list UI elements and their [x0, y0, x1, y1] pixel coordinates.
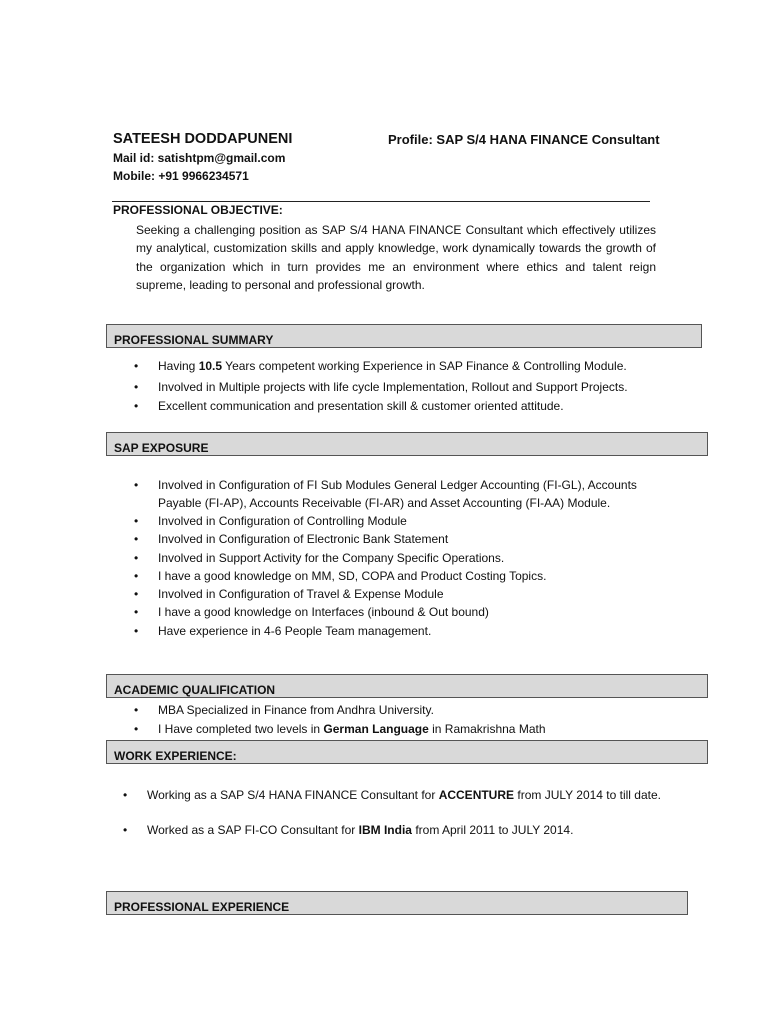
section-heading: PROFESSIONAL SUMMARY — [114, 333, 274, 347]
bullet-icon: • — [134, 569, 139, 583]
bullet-icon: • — [134, 478, 139, 492]
list-item: • Have experience in 4-6 People Team management. — [134, 624, 432, 638]
list-item: • I have a good knowledge on MM, SD, COPA and Product Costing Topics. — [134, 569, 547, 583]
section-heading: ACADEMIC QUALIFICATION — [114, 683, 276, 697]
section-sap-exposure — [106, 432, 708, 456]
list-item: • I Have completed two levels in German Language in Ramakrishna Math — [134, 722, 546, 736]
objective-text: Seeking a challenging position as SAP S/4 HANA FINANCE Consultant which effectively utilizes my analytical, customization skills and apply knowledge, work dynamically towards the growth of the organization which in turn provides me an environment where ethics and talent reign supreme, leading to personal and professional growth. — [136, 223, 656, 292]
bullet-icon: • — [134, 722, 139, 736]
bullet-icon: • — [134, 703, 139, 717]
bullet-icon: • — [134, 605, 139, 619]
list-item: • Worked as a SAP FI-CO Consultant for IBM India from April 2011 to JULY 2014. — [123, 823, 574, 837]
list-item: • Excellent communication and presentation skill & customer oriented attitude. — [134, 399, 564, 413]
bullet-icon: • — [134, 380, 139, 394]
bullet-icon: • — [123, 823, 128, 837]
bullet-icon: • — [134, 359, 139, 373]
section-heading: WORK EXPERIENCE: — [114, 749, 237, 763]
bullet-icon: • — [134, 587, 139, 601]
section-work-experience — [106, 740, 708, 764]
section-professional-experience — [106, 891, 688, 915]
section-professional-summary — [106, 324, 702, 348]
list-item: • Involved in Configuration of Controlling Module — [134, 514, 407, 528]
list-item: • MBA Specialized in Finance from Andhra University. — [134, 703, 434, 717]
bullet-icon: • — [134, 532, 139, 546]
bullet-icon: • — [134, 624, 139, 638]
list-item: • Involved in Multiple projects with life cycle Implementation, Rollout and Support Projects. — [134, 380, 628, 394]
list-item: • Involved in Configuration of Travel & Expense Module — [134, 587, 444, 601]
section-heading: SAP EXPOSURE — [114, 441, 209, 455]
bullet-icon: • — [134, 551, 139, 565]
section-academic-qualification — [106, 674, 708, 698]
bullet-icon: • — [134, 399, 139, 413]
bullet-icon: • — [123, 788, 128, 802]
list-item: • I have a good knowledge on Interfaces (inbound & Out bound) — [134, 605, 489, 619]
list-item: • Working as a SAP S/4 HANA FINANCE Consultant for ACCENTURE from JULY 2014 to till date. — [123, 788, 661, 802]
section-heading: PROFESSIONAL EXPERIENCE — [114, 900, 290, 914]
mobile-number: Mobile: +91 9966234571 — [113, 169, 249, 183]
list-item: • Involved in Support Activity for the Company Specific Operations. — [134, 551, 505, 565]
mail-id: Mail id: satishtpm@gmail.com — [113, 151, 286, 165]
bullet-icon: • — [134, 514, 139, 528]
list-item: • Involved in Configuration of FI Sub Modules General Ledger Accounting (FI-GL), Accounts Payable (FI-AP), Accounts Receivable (FI-AR) and Asset Accounting (FI-AA) Module. — [134, 478, 637, 510]
candidate-name: SATEESH DODDAPUNENI — [113, 131, 293, 147]
list-item: • Involved in Configuration of Electronic Bank Statement — [134, 532, 449, 546]
profile-title: Profile: SAP S/4 HANA FINANCE Consultant — [388, 132, 660, 147]
list-item: • Having 10.5 Years competent working Experience in SAP Finance & Controlling Module. — [134, 359, 627, 373]
objective-heading: PROFESSIONAL OBJECTIVE: — [113, 203, 283, 217]
header-divider — [112, 201, 650, 202]
